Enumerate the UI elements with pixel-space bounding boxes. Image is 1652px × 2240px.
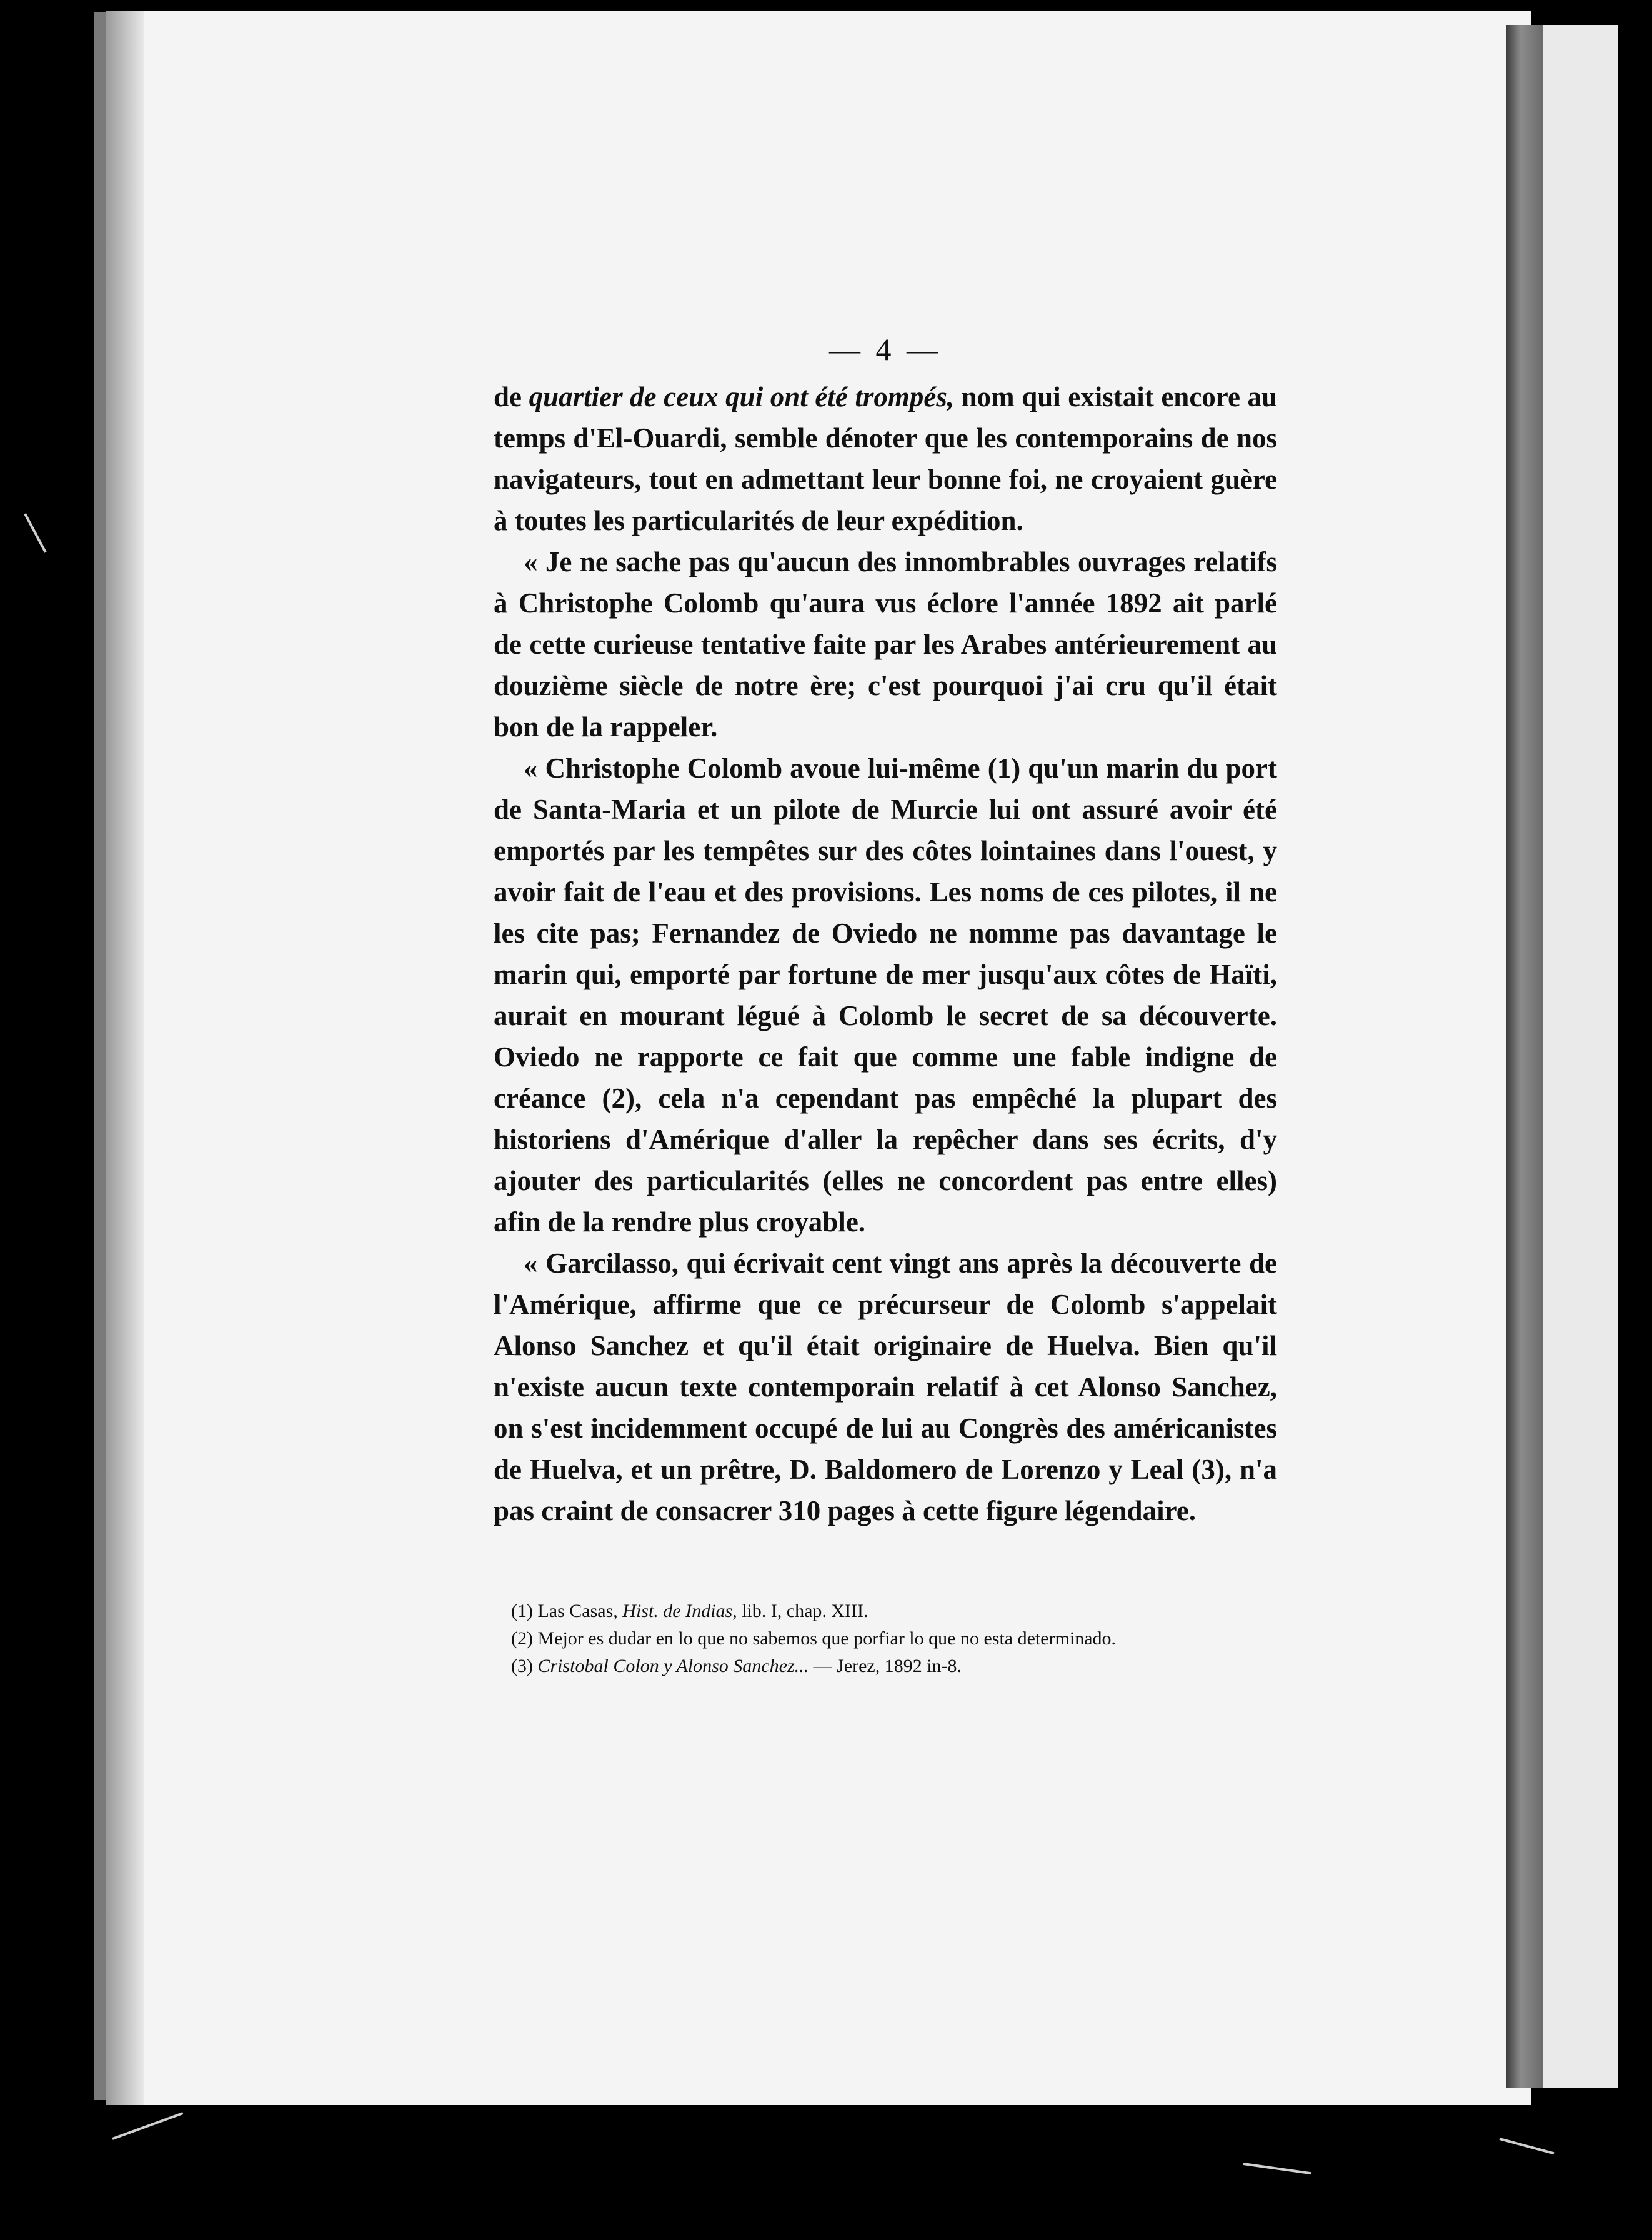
footnote: [511, 1598, 1280, 1625]
footnote-text-italic: Cristobal Colon y Alonso Sanchez...: [537, 1656, 809, 1676]
footnote-text-italic: Hist. de Indias,: [622, 1601, 737, 1621]
page-content: [494, 331, 1277, 1531]
paragraph-text: de: [494, 381, 529, 412]
footnote-text: (2) Mejor es dudar en lo que no sabemos que porfiar lo que no esta determinado.: [511, 1628, 1117, 1649]
footnote-text: (1) Las Casas,: [511, 1601, 623, 1621]
paragraph: [494, 748, 1277, 1242]
adjacent-page-strip: [1543, 25, 1618, 2088]
paragraph-text: « Christophe Colomb avoue lui-même (1) qu'un marin du port de Santa-Maria et un pilote de Murcie lui ont assuré avoir été emportés par les tempêtes sur des côtes lointaines dans l'ouest, y avoir fait de l'eau et des provisions. Les noms de ces pilotes, il ne les cite pas; Fernandez de Oviedo ne nomme pas davantage le marin qui, emporté par fortune de mer jusqu'aux côtes de Haïti, aurait en mourant légué à Colomb le secret de sa découverte. Oviedo ne rapporte ce fait que comme une fable indigne de créance (2), cela n'a cependant pas empêché la plupart des historiens d'Amérique d'aller la repêcher dans ses écrits, d'y ajouter des particularités (elles ne concordent pas entre elles) afin de la rendre plus croyable.: [494, 752, 1277, 1238]
footnote: [511, 1652, 1280, 1680]
paragraph: [494, 541, 1277, 748]
paragraph-text: « Garcilasso, qui écrivait cent vingt ans après la découverte de l'Amérique, affirme que ce précurseur de Colomb s'appelait Alonso Sanchez et qu'il était originaire de Huelva. Bien qu'il n'existe aucun texte contemporain relatif à cet Alonso Sanchez, on s'est incidemment occupé de lui au Congrès des américanistes de Huelva, et un prêtre, D. Baldomero de Lorenzo y Leal (3), n'a pas craint de consacrer 310 pages à cette figure légendaire.: [494, 1248, 1277, 1526]
scan-left-edge: [94, 12, 107, 2100]
scan-artifact: [112, 2112, 183, 2140]
scan-artifact: [1499, 2138, 1554, 2154]
page-number: — 4 —: [829, 332, 942, 367]
footnote-text: lib. I, chap. XIII.: [737, 1601, 868, 1621]
footnote-text: — Jerez, 1892 in-8.: [809, 1656, 962, 1676]
paragraph-text: nom qui existait encore au temps d'El-Ouardi, semble dénoter que les contemporains de nos navigateurs, tout en admettant leur bonne foi, ne croyaient guère à toutes les particularités de leur expédition.: [494, 381, 1277, 536]
paragraph: [494, 1242, 1277, 1531]
scan-artifact: [24, 513, 46, 553]
paragraph-text-italic: quartier de ceux qui ont été trompés,: [529, 381, 955, 412]
footnote-text: (3): [511, 1656, 538, 1676]
paragraph-text: « Je ne sache pas qu'aucun des innombrables ouvrages relatifs à Christophe Colomb qu'aura vus éclore l'année 1892 ait parlé de cette curieuse tentative faite par les Arabes antérieurement au douzième siècle de notre ère; c'est pourquoi j'ai cru qu'il était bon de la rappeler.: [494, 546, 1277, 742]
page-gutter-shadow: [106, 11, 144, 2105]
scan-artifact: [1243, 2162, 1311, 2174]
footnotes: [511, 1598, 1280, 1680]
page-binding-edge: [1506, 25, 1543, 2088]
paragraph: [494, 376, 1277, 541]
footnote: [511, 1625, 1280, 1652]
